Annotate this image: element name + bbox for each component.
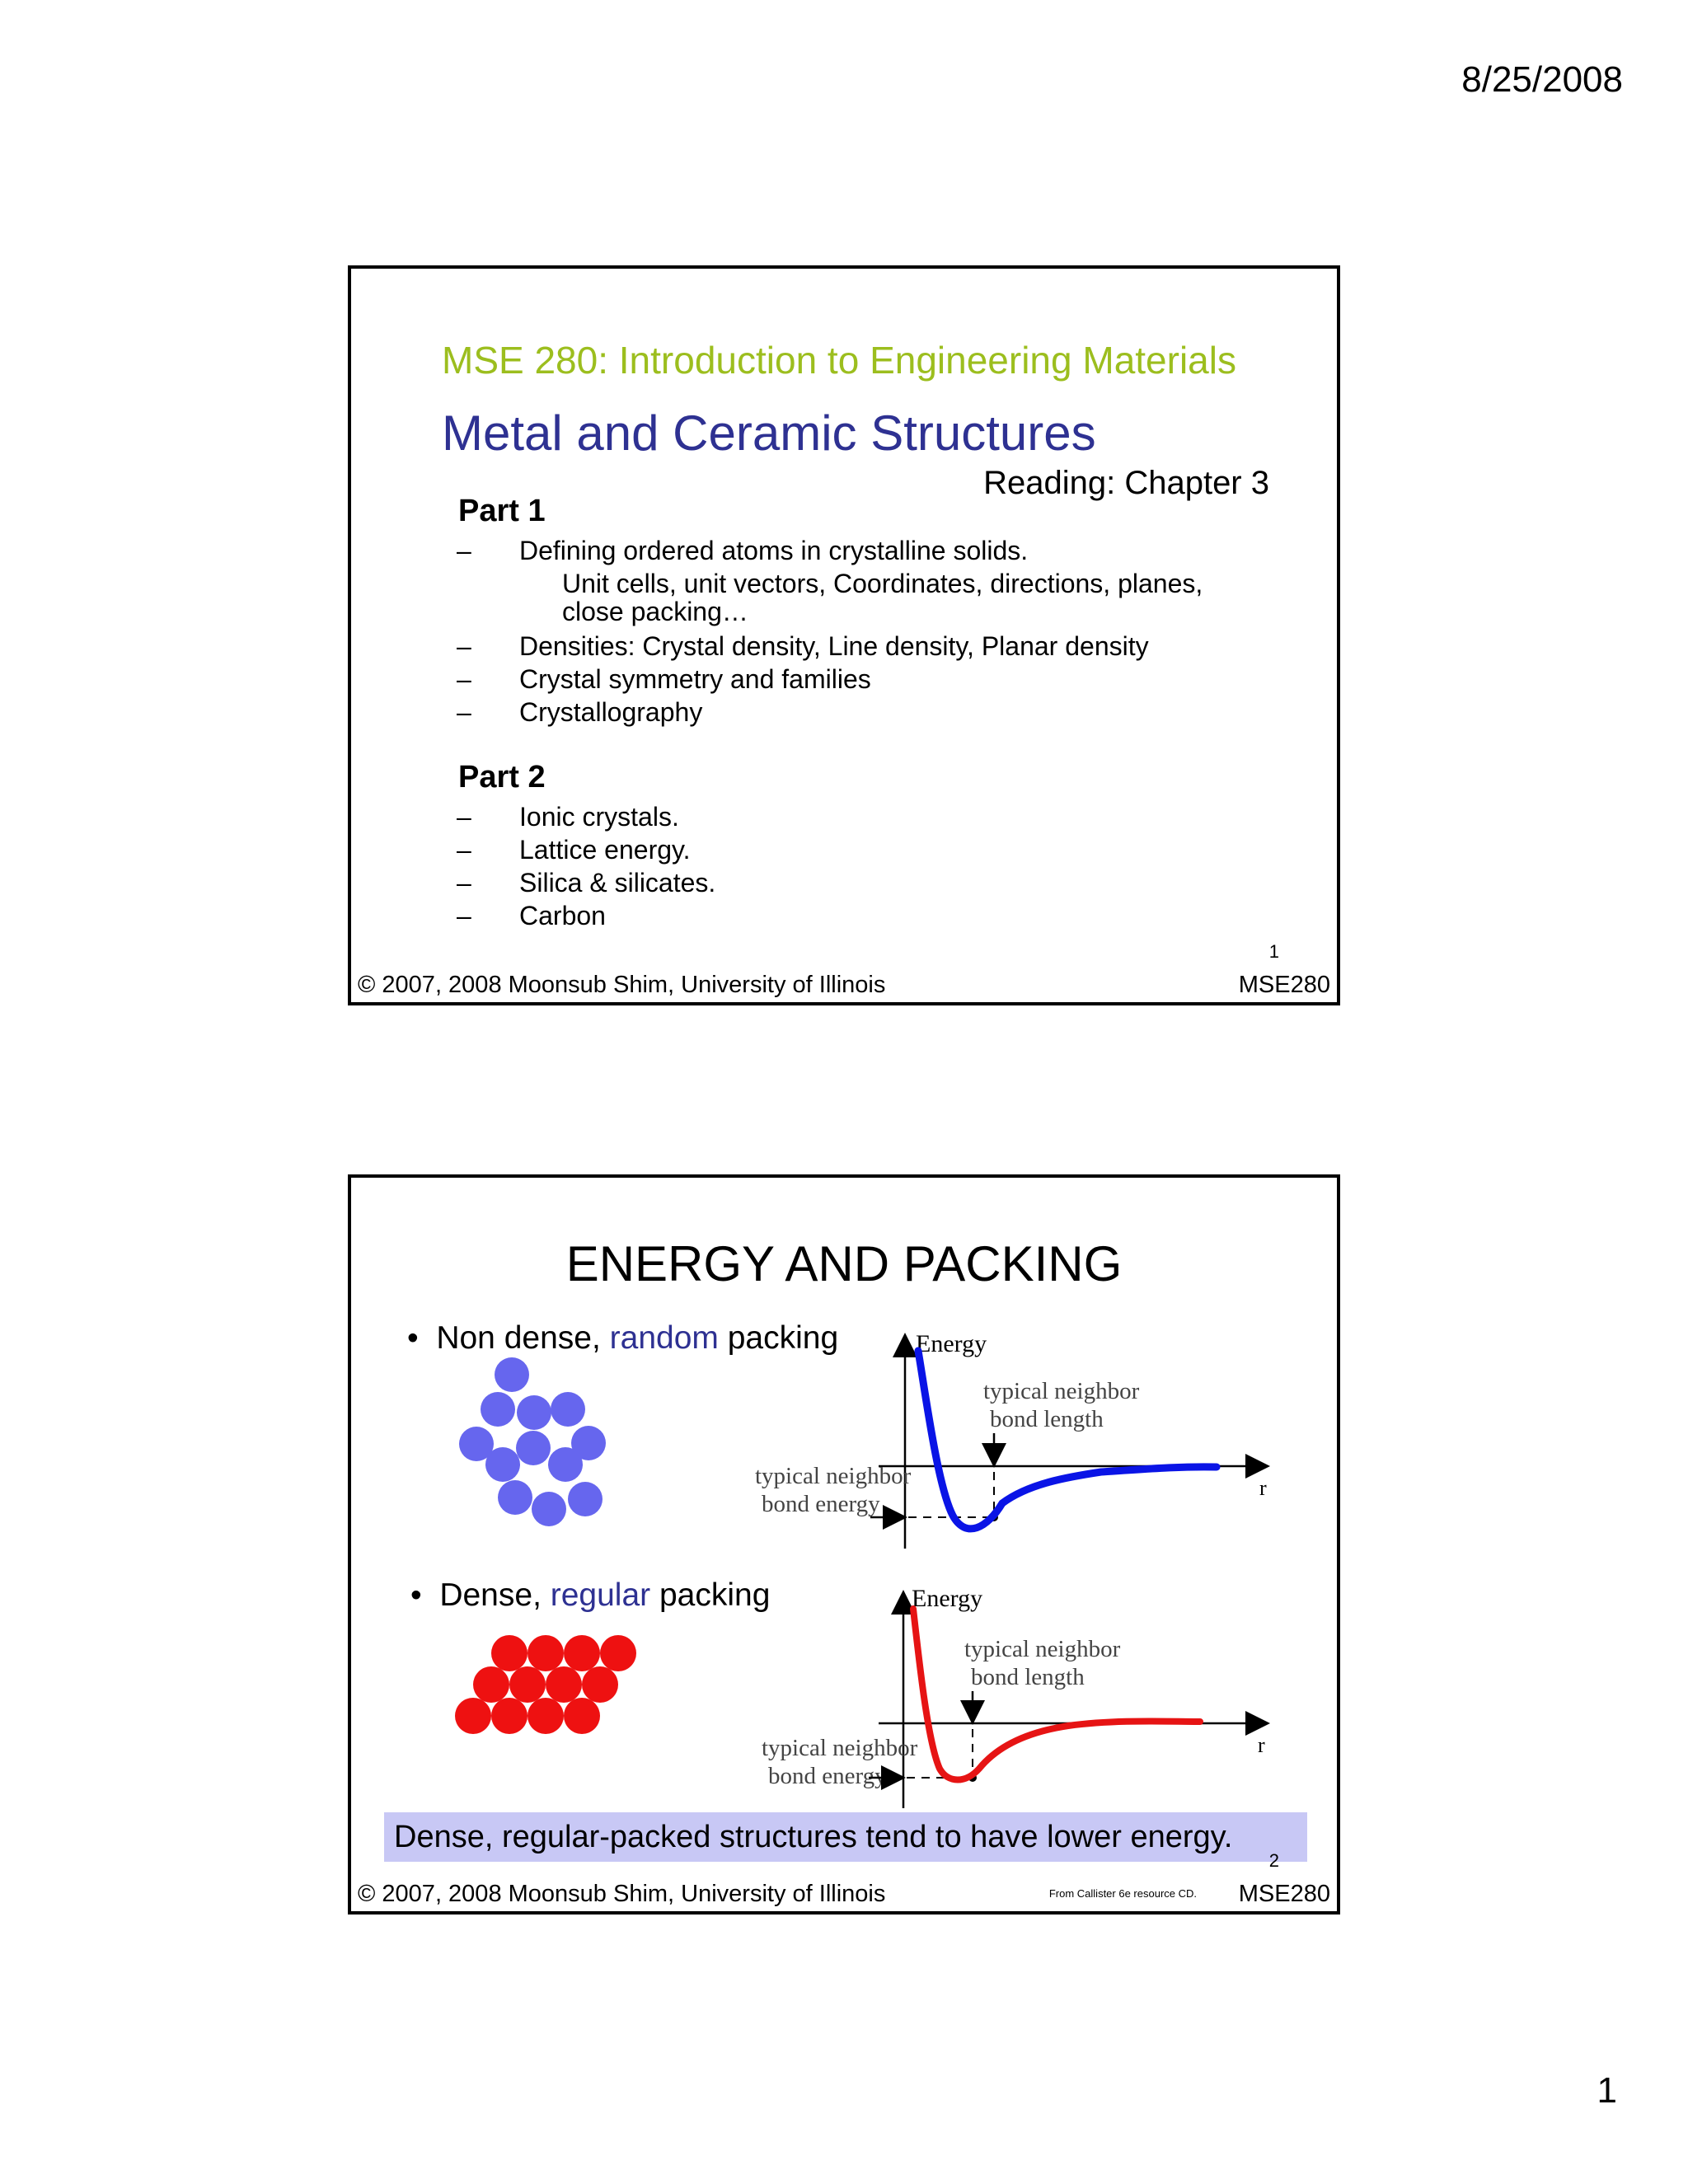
bullet-text: packing	[718, 1320, 839, 1356]
energy-graph-regular	[722, 1577, 1282, 1825]
dash: –	[457, 664, 471, 694]
atom	[485, 1447, 520, 1482]
list-item	[457, 899, 715, 932]
atom	[568, 1482, 603, 1516]
course-title: MSE 280: Introduction to Engineering Materials	[442, 339, 1236, 382]
list-item-text: Carbon	[519, 901, 606, 930]
energy-curve	[913, 1609, 1200, 1780]
copyright: © 2007, 2008 Moonsub Shim, University of Illinois	[358, 1881, 886, 1907]
list-item	[457, 534, 1028, 567]
list-item-text: Lattice energy.	[519, 835, 691, 865]
list-item-text: Crystallography	[519, 697, 703, 727]
bond-length-label-line1: typical neighbor	[983, 1378, 1140, 1404]
atom	[516, 1431, 551, 1465]
dash: –	[457, 631, 471, 661]
slide-1	[348, 265, 1340, 1005]
bullet-dot: •	[407, 1320, 419, 1356]
page-date: 8/25/2008	[1461, 59, 1623, 100]
atom	[564, 1698, 600, 1734]
source-credit: From Callister 6e resource CD.	[1048, 1887, 1197, 1900]
part-2-list	[457, 800, 715, 932]
atom	[509, 1666, 546, 1703]
list-item	[457, 833, 715, 866]
atom	[455, 1698, 491, 1734]
bullet-dot: •	[410, 1577, 422, 1613]
part-1-list-continued	[457, 630, 1149, 729]
bond-energy-label-line1: typical neighbor	[762, 1735, 918, 1761]
reading-assignment: Reading: Chapter 3	[983, 465, 1269, 501]
atom	[491, 1698, 528, 1734]
y-axis-label: Energy	[912, 1585, 983, 1612]
bond-energy-label-line2: bond energy	[768, 1763, 887, 1789]
bond-energy-label-line1: typical neighbor	[755, 1463, 912, 1489]
energy-graph-random	[722, 1322, 1282, 1561]
dash: –	[457, 697, 471, 727]
y-axis-label: Energy	[916, 1330, 987, 1357]
bullet-regular-packing	[410, 1577, 770, 1614]
bullet-accent-word: regular	[550, 1577, 651, 1613]
list-item-text: Densities: Crystal density, Line density, Planar density	[519, 631, 1149, 661]
part-2-heading: Part 2	[458, 760, 546, 794]
list-item	[457, 800, 715, 833]
list-item	[457, 696, 1149, 729]
dash: –	[457, 868, 471, 898]
regular-atoms	[455, 1635, 636, 1734]
atom	[528, 1635, 564, 1671]
bond-length-label-line2: bond length	[990, 1406, 1104, 1432]
atom	[546, 1666, 582, 1703]
bullet-text: Dense,	[439, 1577, 551, 1613]
part-1-list	[457, 534, 1028, 567]
atom	[495, 1357, 529, 1392]
atom	[473, 1666, 509, 1703]
atom	[532, 1492, 566, 1526]
bullet-text: packing	[650, 1577, 771, 1613]
atom	[600, 1635, 636, 1671]
x-axis-label: r	[1259, 1476, 1267, 1500]
regular-packing-illustration	[450, 1623, 648, 1763]
bond-length-label-line1: typical neighbor	[964, 1636, 1121, 1662]
atom	[582, 1666, 618, 1703]
atom	[548, 1447, 583, 1482]
random-packing-illustration	[450, 1355, 615, 1536]
dash: –	[457, 536, 471, 565]
atom	[491, 1635, 528, 1671]
atom	[528, 1698, 564, 1734]
slide-number: 2	[1268, 1850, 1279, 1871]
list-item-text: Defining ordered atoms in crystalline solids.	[519, 536, 1029, 565]
atom	[498, 1480, 532, 1515]
list-item	[457, 663, 1149, 696]
atom	[481, 1392, 515, 1427]
page-number: 1	[1597, 2070, 1617, 2111]
part-1-subitem: Unit cells, unit vectors, Coordinates, directions, planes, close packing…	[562, 569, 1203, 626]
atom	[564, 1635, 600, 1671]
part-1-heading: Part 1	[458, 494, 546, 528]
list-item	[457, 630, 1149, 663]
atom	[551, 1392, 585, 1427]
bullet-accent-word: random	[609, 1320, 719, 1356]
atom	[517, 1395, 551, 1430]
slide-number: 1	[1268, 941, 1279, 962]
summary-banner: Dense, regular-packed structures tend to have lower energy.	[384, 1812, 1307, 1862]
bullet-text: Non dense,	[436, 1320, 610, 1356]
list-item-text: Silica & silicates.	[519, 868, 716, 898]
dash: –	[457, 835, 471, 865]
dash: –	[457, 901, 471, 930]
x-axis-label: r	[1258, 1733, 1265, 1757]
course-code: MSE280	[1238, 972, 1330, 998]
bond-energy-label-line2: bond energy	[762, 1491, 880, 1517]
bond-length-label-line2: bond length	[971, 1664, 1085, 1690]
random-atoms	[459, 1357, 606, 1526]
copyright: © 2007, 2008 Moonsub Shim, University of Illinois	[358, 972, 886, 998]
slide-title: ENERGY AND PACKING	[565, 1236, 1123, 1291]
course-code: MSE280	[1238, 1881, 1330, 1907]
slide-title: Metal and Ceramic Structures	[442, 405, 1096, 461]
dash: –	[457, 802, 471, 832]
list-item-text: Crystal symmetry and families	[519, 664, 871, 694]
list-item-text: Ionic crystals.	[519, 802, 679, 832]
list-item	[457, 866, 715, 899]
slide-2	[348, 1174, 1340, 1915]
